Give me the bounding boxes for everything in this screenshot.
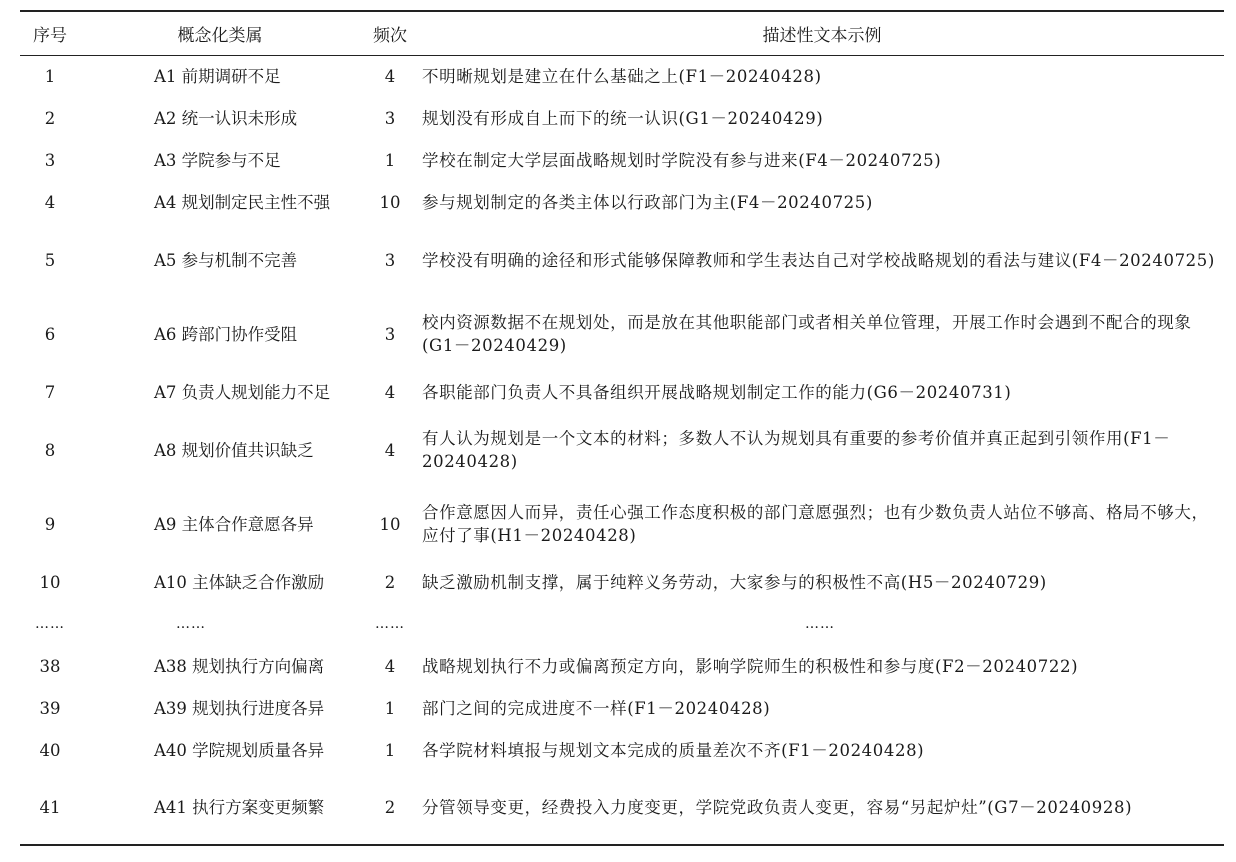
cell-index: 4 <box>44 192 56 212</box>
header-category: 概念化类属 <box>177 25 263 46</box>
cell-index: 41 <box>39 798 61 817</box>
cell-index: 40 <box>39 740 61 760</box>
cell-description: 缺乏激励机制支撑，属于纯粹义务劳动，大家参与的积极性不高(H5－20240729) <box>422 572 1047 592</box>
cell-description: …… <box>805 615 835 632</box>
cell-description: 战略规划执行不力或偏离预定方向，影响学院师生的积极性和参与度(F2－20240722) <box>422 656 1079 676</box>
table-row <box>20 223 1224 297</box>
cell-category: A40 学院规划质量各异 <box>154 740 325 760</box>
cell-description: 学校在制定大学层面战略规划时学院没有参与进来(F4－20240725) <box>422 150 942 170</box>
cell-description: 校内资源数据不在规划处，而是放在其他职能部门或者相关单位管理，开展工作时会遇到不配合的现象(G1－20240429) <box>422 313 1192 355</box>
cell-frequency: 1 <box>384 698 396 718</box>
header-frequency: 频次 <box>373 25 407 46</box>
cell-frequency: 2 <box>384 572 396 592</box>
cell-category: A5 参与机制不完善 <box>154 250 298 270</box>
cell-description: 不明晰规划是建立在什么基础之上(F1－20240428) <box>422 66 822 86</box>
table-header-row <box>20 11 1224 55</box>
cell-category: A3 学院参与不足 <box>154 150 281 170</box>
cell-index: 9 <box>44 514 56 534</box>
cell-category: A39 规划执行进度各异 <box>154 698 325 718</box>
cell-index: 5 <box>44 250 56 270</box>
table-row <box>20 645 1224 687</box>
cell-description: 各学院材料填报与规划文本完成的质量差次不齐(F1－20240428) <box>422 740 925 760</box>
cell-frequency: 3 <box>384 324 396 344</box>
cell-index: 7 <box>44 382 56 402</box>
cell-frequency: 4 <box>384 66 396 86</box>
cell-index: 39 <box>39 698 61 718</box>
cell-frequency: …… <box>375 615 405 632</box>
cell-index: 2 <box>44 108 56 128</box>
cell-description: 合作意愿因人而异，责任心强工作态度积极的部门意愿强烈；也有少数负责人站位不够高、格局不够大，应付了事(H1－20240428) <box>422 503 1209 545</box>
table-row <box>20 487 1224 561</box>
table-row <box>20 729 1224 771</box>
table-row <box>20 687 1224 729</box>
cell-category: A6 跨部门协作受阻 <box>154 324 298 344</box>
cell-category: …… <box>176 615 206 632</box>
data-table <box>20 10 1224 846</box>
table-row <box>20 771 1224 845</box>
cell-frequency: 3 <box>384 108 396 128</box>
table-row <box>20 371 1224 413</box>
cell-category: A9 主体合作意愿各异 <box>154 514 314 534</box>
cell-category: A7 负责人规划能力不足 <box>154 382 331 402</box>
cell-description: 有人认为规划是一个文本的材料；多数人不认为规划具有重要的参考价值并真正起到引领作用(F1－20240428) <box>422 429 1171 471</box>
cell-description: 分管领导变更，经费投入力度变更，学院党政负责人变更，容易“另起炉灶”(G7－20240928) <box>422 798 1133 817</box>
table-row <box>20 297 1224 371</box>
table-row <box>20 561 1224 603</box>
cell-category: A41 执行方案变更频繁 <box>154 798 325 817</box>
cell-index: 8 <box>44 440 56 460</box>
cell-description: 各职能部门负责人不具备组织开展战略规划制定工作的能力(G6－20240731) <box>422 382 1012 402</box>
cell-index: …… <box>35 615 65 632</box>
table-row <box>20 97 1224 139</box>
cell-frequency: 1 <box>384 740 396 760</box>
cell-frequency: 1 <box>384 150 396 170</box>
cell-index: 3 <box>44 150 56 170</box>
table-row <box>20 139 1224 181</box>
cell-category: A38 规划执行方向偏离 <box>154 656 325 676</box>
cell-category: A4 规划制定民主性不强 <box>154 192 331 212</box>
cell-index: 1 <box>44 66 56 86</box>
cell-description: 参与规划制定的各类主体以行政部门为主(F4－20240725) <box>422 192 873 212</box>
cell-index: 10 <box>39 572 61 592</box>
cell-frequency: 10 <box>379 192 401 212</box>
table-row-ellipsis <box>20 603 1224 645</box>
cell-description: 学校没有明确的途径和形式能够保障教师和学生表达自己对学校战略规划的看法与建议(F4－20240725) <box>422 250 1215 270</box>
cell-frequency: 3 <box>384 250 396 270</box>
cell-category: A8 规划价值共识缺乏 <box>154 440 314 460</box>
cell-frequency: 4 <box>384 656 396 676</box>
cell-frequency: 4 <box>384 440 396 460</box>
table-row <box>20 181 1224 223</box>
cell-frequency: 4 <box>384 382 396 402</box>
header-description: 描述性文本示例 <box>762 25 882 46</box>
cell-category: A1 前期调研不足 <box>154 66 281 86</box>
cell-frequency: 10 <box>379 514 401 534</box>
cell-description: 规划没有形成自上而下的统一认识(G1－20240429) <box>422 108 824 128</box>
data-table-container <box>20 10 1224 846</box>
cell-index: 6 <box>44 324 56 344</box>
cell-description: 部门之间的完成进度不一样(F1－20240428) <box>422 698 771 718</box>
cell-category: A2 统一认识未形成 <box>154 108 298 128</box>
table-row <box>20 55 1224 97</box>
cell-category: A10 主体缺乏合作激励 <box>154 572 325 592</box>
cell-index: 38 <box>39 656 61 676</box>
header-index: 序号 <box>33 25 67 46</box>
table-row <box>20 413 1224 487</box>
cell-frequency: 2 <box>384 798 396 817</box>
